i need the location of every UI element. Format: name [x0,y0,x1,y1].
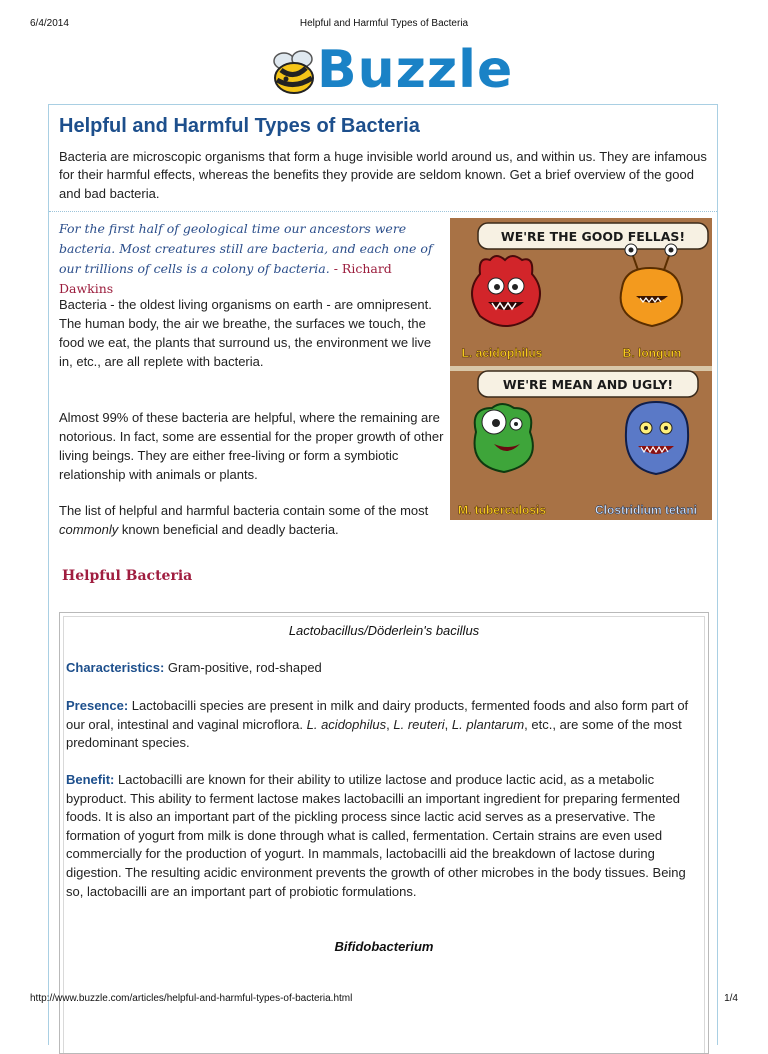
banner-bad: WE'RE MEAN AND UGLY! [502,377,674,392]
label-clostridium-tetani: Clostridium tetani [594,503,698,517]
species-acidophilus: L. acidophilus [306,716,387,732]
presence-comma-2: , [444,716,452,732]
characteristics-label: Characteristics: [66,660,165,675]
species-reuteri: L. reuteri [393,716,445,732]
presence-text-a: Lactobacilli species are present in milk and dairy products, fermented foods and also form part of our oral, intestinal and vaginal microflora. [66,698,689,732]
dawkins-quote [59,219,449,299]
paragraph-2: Almost 99% of these bacteria are helpful, where the remaining are notorious. In fact, some are essential for the proper growth of other living beings. They are either free-living or form a symbiotic relationship with animals or plants. [59,410,444,482]
quote-author: - Richard Dawkins [59,261,392,296]
bee-icon [270,48,318,96]
print-page-number: 1/4 [724,993,738,1004]
bacteria-name-bifidobacterium: Bifidobacterium [334,939,434,954]
species-plantarum: L. plantarum [451,716,525,732]
article-title: Helpful and Harmful Types of Bacteria [59,115,420,137]
label-b-longum: B. longum [622,346,682,360]
print-header [30,18,738,32]
clostridium-tetani-character [626,402,688,474]
bacteria-name-lactobacillus: Lactobacillus/Döderlein's bacillus [288,623,480,638]
l-acidophilus-character [472,256,540,326]
section-heading-helpful: Helpful Bacteria [62,568,193,584]
print-footer [30,993,738,1007]
print-date: 6/4/2014 [30,18,69,29]
paragraph-3-emphasis: commonly [59,522,119,537]
m-tuberculosis-character [475,404,533,472]
benefit-row [66,771,698,901]
presence-text-b: , etc., are some of the most predominant species. [66,716,682,751]
paragraph-1: Bacteria - the oldest living organisms on earth - are omnipresent. The human body, the air we breathe, the surfaces we touch, the food we eat, the plants that surround us, the environment we live in, etc., are all replete with bacteria. [59,297,432,369]
print-url[interactable]: http://www.buzzle.com/articles/helpful-and-harmful-types-of-bacteria.html [30,993,353,1004]
paragraph-3-text-b: known beneficial and deadly bacteria. [118,522,339,537]
bacteria-illustration [450,218,712,520]
characteristics-text: Gram-positive, rod-shaped [164,660,322,675]
bacteria-box [59,612,709,1054]
paragraph-3-text-a: The list of helpful and harmful bacteria contain some of the most [59,503,429,518]
print-title: Helpful and Harmful Types of Bacteria [299,18,469,29]
benefit-label: Benefit: [66,772,115,787]
characteristics-row [66,659,698,678]
label-l-acidophilus: L. acidophilus [461,346,543,360]
label-m-tuberculosis: M. tuberculosis [457,503,547,517]
paragraph-3 [59,501,444,539]
divider [49,211,717,212]
presence-row [66,697,698,753]
quote-text: For the first half of geological time our ancestors were bacteria. Most creatures still are bacteria, and each one of our trillions of cells is a colony of bacteria. [59,221,433,276]
banner-good: WE'RE THE GOOD FELLAS! [500,229,686,244]
buzzle-logo[interactable] [270,40,514,100]
presence-label: Presence: [66,698,129,713]
article-intro: Bacteria are microscopic organisms that form a huge invisible world around us, and within us. They are infamous for their harmful effects, whereas the benefits they provide are seldom known. Get a brief overview of the good and bad bacteria. [59,149,707,201]
benefit-text: Lactobacilli are known for their ability to utilize lactose and produce lactic acid, as a metabolic byproduct. This ability to ferment lactose makes lactobacilli an important ingredient for preparing fermented foods. It is also an important part of the pickling process since lactic acid serves as a preservative. The formation of yogurt from milk is done through what is called, fermentation. Certain strains are even used commercially for the production of yogurt. In mammals, lactobacilli aid the breakdown of lactose during digestion. The resulting acidic environment prevents the growth of other microbes in the body tissues. Being so, lactobacilli are an important part of probiotic formulations. [66,772,686,899]
article-card [48,104,718,1045]
logo-text: Buzzle [317,40,514,100]
presence-comma-1: , [386,716,394,732]
